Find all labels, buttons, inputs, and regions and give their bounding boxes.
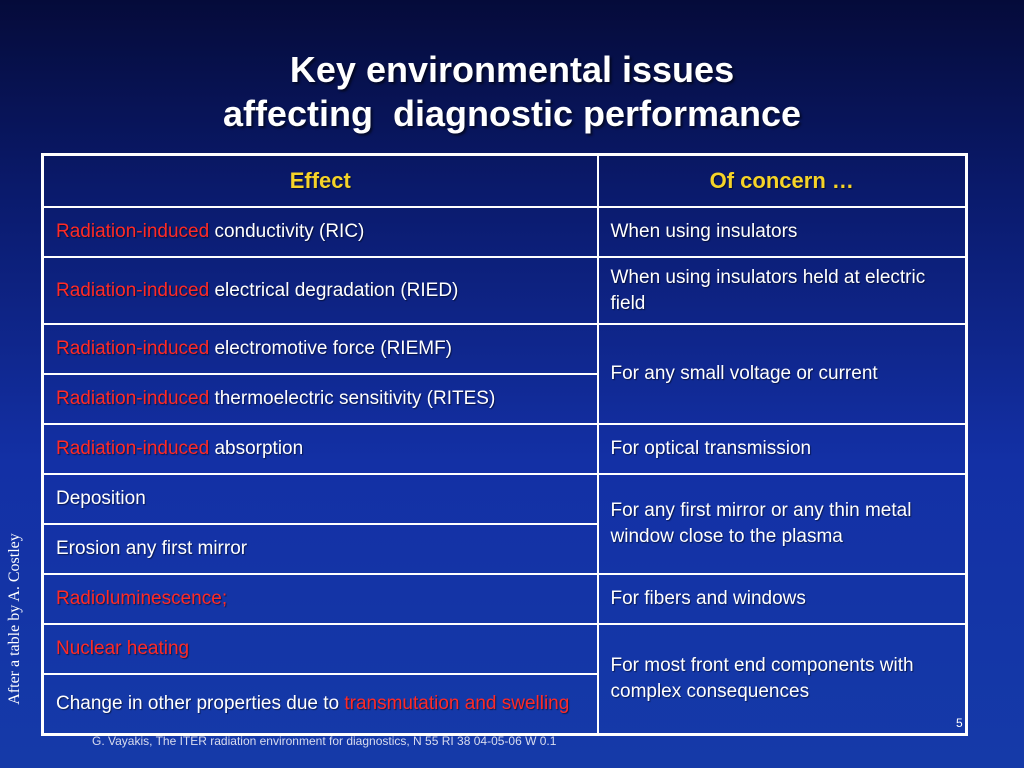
effect-cell	[43, 574, 598, 624]
effect-red-text: transmutation and swelling	[344, 692, 570, 714]
effect-cell	[43, 674, 598, 734]
effect-cell	[43, 257, 598, 324]
effect-cell: Deposition	[43, 474, 598, 524]
table-row	[43, 424, 967, 474]
effect-red-text: Radiation-induced	[56, 388, 210, 409]
concern-cell: For fibers and windows	[598, 574, 967, 624]
effect-red-text: Radiation-induced	[56, 438, 210, 459]
title-line-1: Key environmental issues	[289, 49, 735, 90]
table-row	[43, 324, 967, 374]
concern-cell: For most front end components with complex consequences	[598, 624, 967, 734]
concern-cell: When using insulators	[598, 207, 967, 257]
effect-red-text: Nuclear heating	[56, 638, 190, 659]
effect-red-text: Radiation-induced	[56, 338, 210, 359]
effect-cell	[43, 207, 598, 257]
effects-table	[41, 153, 968, 736]
effect-text: conductivity (RIC)	[209, 221, 365, 242]
table-row	[43, 574, 967, 624]
effect-cell	[43, 424, 598, 474]
concern-cell: When using insulators held at electric field	[598, 257, 967, 324]
effect-red-text: Radiation-induced	[56, 221, 210, 242]
effect-cell	[43, 624, 598, 674]
effect-cell	[43, 374, 598, 424]
effect-red-text: Radiation-induced	[56, 279, 210, 301]
concern-cell: For any first mirror or any thin metal window close to the plasma	[598, 474, 967, 574]
page-number: 5	[956, 716, 963, 730]
table-header-row	[43, 155, 967, 208]
title-line-2: affecting diagnostic performance	[222, 93, 802, 134]
effect-text: electrical degradation (RIED)	[209, 279, 459, 301]
table-row	[43, 624, 967, 674]
effect-red-text: Radioluminescence;	[56, 588, 228, 609]
table-row	[43, 207, 967, 257]
header-concern: Of concern …	[598, 155, 967, 208]
slide-title	[0, 48, 1024, 136]
side-credit-text: After a table by A. Costley	[6, 533, 24, 705]
effect-text: electromotive force (RIEMF)	[209, 338, 452, 359]
slide-footer: G. Vayakis, The ITER radiation environment for diagnostics, N 55 RI 38 04-05-06 W 0.1	[92, 734, 557, 748]
concern-cell: For optical transmission	[598, 424, 967, 474]
effect-text: Change in other properties due to	[56, 692, 345, 714]
effect-text: thermoelectric sensitivity (RITES)	[209, 388, 496, 409]
concern-cell: For any small voltage or current	[598, 324, 967, 424]
effect-cell: Erosion any first mirror	[43, 524, 598, 574]
table-row	[43, 257, 967, 324]
table-row	[43, 474, 967, 524]
side-credit	[0, 514, 30, 724]
effect-cell	[43, 324, 598, 374]
header-effect: Effect	[43, 155, 598, 208]
effect-text: absorption	[209, 438, 304, 459]
